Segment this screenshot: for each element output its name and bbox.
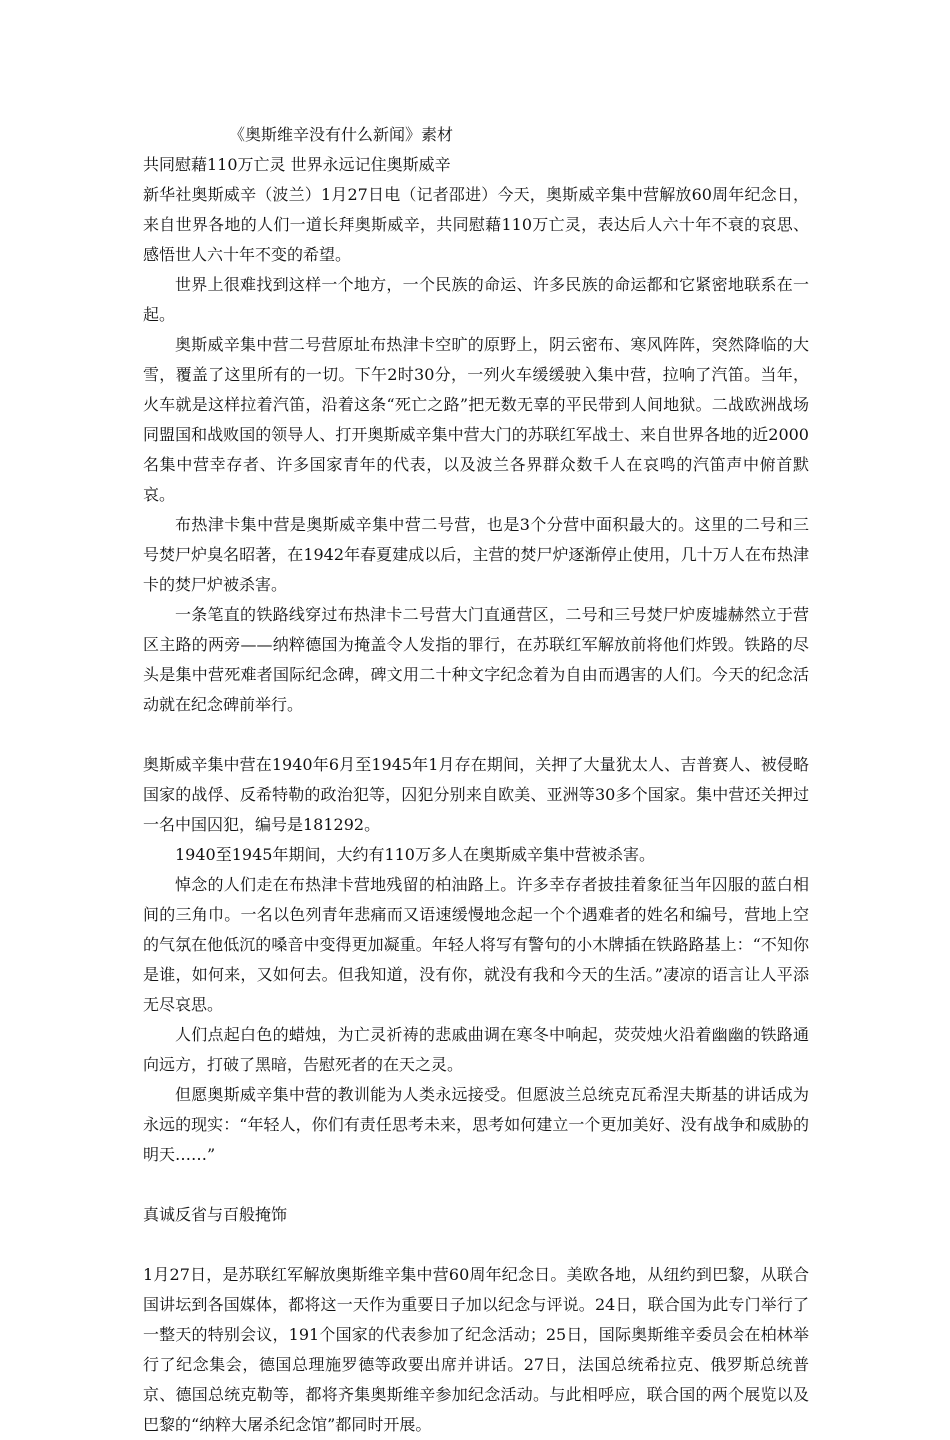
paragraph-railway: 一条笔直的铁路线穿过布热津卡二号营大门直通营区，二号和三号焚尸炉废墟赫然立于营区主路的两旁——纳粹德国为掩盖令人发指的罪行，在苏联红军解放前将他们炸毁。铁路的尽头是集中营死难者国际纪念碑，碑文用二十种文字纪念着为自由而遇害的人们。今天的纪念活动就在纪念碑前举行。 [143,605,809,714]
paragraph-history: 奥斯威辛集中营在1940年6月至1945年1月存在期间，关押了大量犹太人、吉普赛人、被侵略国家的战俘、反希特勒的政治犯等，囚犯分别来自欧美、亚洲等30多个国家。集中营还关押过一名中国囚犯，编号是181292。 [143,755,809,834]
paragraph-candles: 人们点起白色的蜡烛，为亡灵祈祷的悲戚曲调在寒冬中响起，荧荧烛火沿着幽幽的铁路通向远方，打破了黑暗，告慰死者的在天之灵。 [143,1025,809,1074]
news-headline: 共同慰藉110万亡灵 世界永远记住奥斯威辛 [143,155,451,174]
paragraph-mourners: 悼念的人们走在布热津卡营地残留的柏油路上。许多幸存者披挂着象征当年囚服的蓝白相间的三角巾。一名以色列青年悲痛而又语速缓慢地念起一个个遇难者的姓名和编号，营地上空的气氛在他低沉的嗓音中变得更加凝重。年轻人将写有警句的小木牌插在铁路路基上：“不知你是谁，如何来，又如何去。但我知道，没有你，就没有我和今天的生活。”凄凉的语言让人平添无尽哀思。 [143,875,809,1014]
blank-line [143,720,809,750]
paragraph-ceremony: 奥斯威辛集中营二号营原址布热津卡空旷的原野上，阴云密布、寒风阵阵，突然降临的大雪，覆盖了这里所有的一切。下午2时30分，一列火车缓缓驶入集中营，拉响了汽笛。当年，火车就是这样拉着汽笛，沿着这条“死亡之路”把无数无辜的平民带到人间地狱。二战欧洲战场同盟国和战败国的领导人、打开奥斯威辛集中营大门的苏联红军战士、来自世界各地的近2000名集中营幸存者、许多国家青年的代表，以及波兰各界群众数千人在哀鸣的汽笛声中俯首默哀。 [143,335,809,504]
document-title: 《奥斯维辛没有什么新闻》素材 [229,125,454,144]
paragraph-world: 世界上很难找到这样一个地方，一个民族的命运、许多民族的命运都和它紧密地联系在一起。 [143,275,809,324]
section-title: 真诚反省与百般掩饰 [143,1205,288,1224]
blank-line [143,1170,809,1200]
paragraph-hope: 但愿奥斯威辛集中营的教训能为人类永远接受。但愿波兰总统克瓦希涅夫斯基的讲话成为永远的现实：“年轻人，你们有责任思考未来，思考如何建立一个更加美好、没有战争和威胁的明天……” [143,1085,809,1164]
paragraph-section2: 1月27日，是苏联红军解放奥斯维辛集中营60周年纪念日。美欧各地，从纽约到巴黎，从联合国讲坛到各国媒体，都将这一天作为重要日子加以纪念与评说。24日，联合国为此专门举行了一整天的特别会议，191个国家的代表参加了纪念活动；25日，国际奥斯维辛委员会在柏林举行了纪念集会，德国总理施罗德等政要出席并讲话。27日，法国总统希拉克、俄罗斯总统普京、德国总统克勒等，都将齐集奥斯维辛参加纪念活动。与此相呼应，联合国的两个展览以及巴黎的“纳粹大屠杀纪念馆”都同时开展。 [143,1265,809,1434]
blank-line [143,1230,809,1260]
paragraph-victims: 1940至1945年期间，大约有110万多人在奥斯威辛集中营被杀害。 [175,845,655,864]
document-page [143,120,809,1440]
paragraph-birkenau: 布热津卡集中营是奥斯威辛集中营二号营，也是3个分营中面积最大的。这里的二号和三号焚尸炉臭名昭著，在1942年春夏建成以后，主营的焚尸炉逐渐停止使用，几十万人在布热津卡的焚尸炉被杀害。 [143,515,809,594]
paragraph-dateline: 新华社奥斯威辛（波兰）1月27日电（记者邵进）今天，奥斯威辛集中营解放60周年纪念日，来自世界各地的人们一道长拜奥斯威辛，共同慰藉110万亡灵，表达后人六十年不衰的哀思、感悟世人六十年不变的希望。 [143,185,809,264]
